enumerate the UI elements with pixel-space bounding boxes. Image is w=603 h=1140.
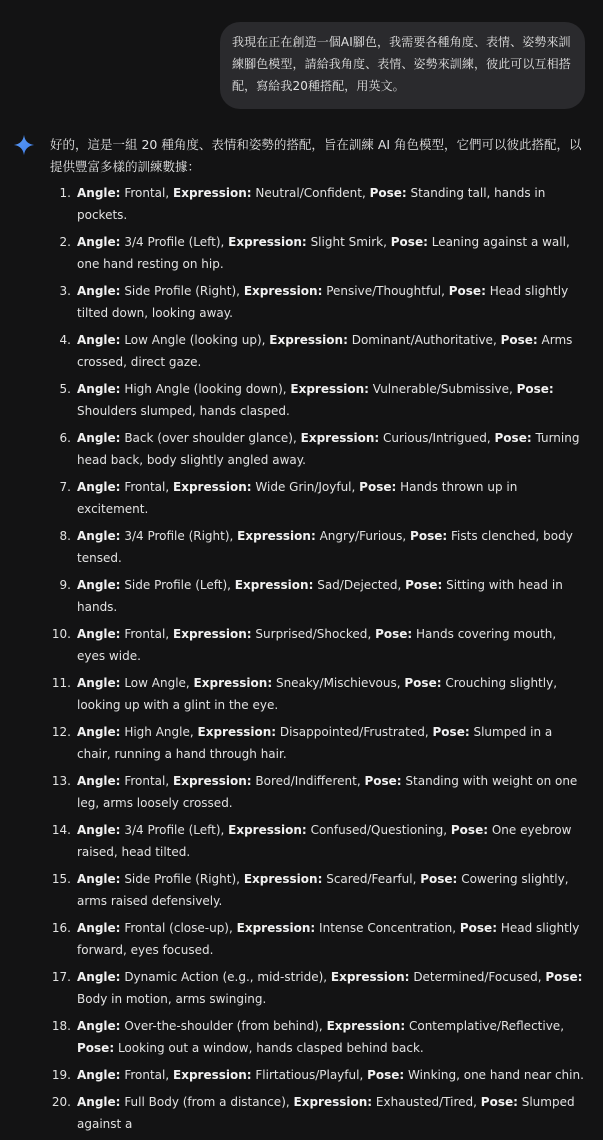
list-item-number: 1. bbox=[59, 186, 71, 200]
angle-value: Frontal bbox=[124, 186, 166, 200]
list-item: 5. Angle: High Angle (looking down), Expression: Vulnerable/Submissive, Pose: Shoulders slumped, hands clasped. bbox=[48, 378, 588, 422]
list-item-number: 18. bbox=[51, 1019, 71, 1033]
expression-value: Disappointed/Frustrated bbox=[279, 725, 425, 739]
list-item: 9. Angle: Side Profile (Left), Expression: Sad/Dejected, Pose: Sitting with head in hands. bbox=[48, 574, 588, 618]
expression-label: Expression: bbox=[243, 872, 323, 886]
angle-label: Angle: bbox=[77, 725, 121, 739]
list-item: 8. Angle: 3/4 Profile (Right), Expression: Angry/Furious, Pose: Fists clenched, body tensed. bbox=[48, 525, 588, 569]
expression-label: Expression: bbox=[228, 235, 307, 249]
expression-label: Expression: bbox=[234, 578, 314, 592]
expression-label: Expression: bbox=[173, 774, 252, 788]
angle-label: Angle: bbox=[77, 382, 121, 396]
expression-label: Expression: bbox=[290, 382, 369, 396]
expression-label: Expression: bbox=[173, 627, 252, 641]
expression-value: Wide Grin/Joyful bbox=[255, 480, 352, 494]
list-item-number: 20. bbox=[51, 1095, 71, 1109]
pose-value: Head slightly tilted down, looking away. bbox=[77, 284, 569, 320]
pose-value: Standing tall, hands in pockets. bbox=[77, 186, 546, 222]
expression-value: Confused/Questioning bbox=[310, 823, 444, 837]
angle-label: Angle: bbox=[77, 627, 121, 641]
expression-value: Exhausted/Tired bbox=[375, 1095, 474, 1109]
list-item-number: 11. bbox=[51, 676, 71, 690]
list-item-number: 10. bbox=[51, 627, 71, 641]
angle-label: Angle: bbox=[77, 676, 121, 690]
angle-label: Angle: bbox=[77, 774, 121, 788]
pose-label: Pose: bbox=[432, 725, 470, 739]
angle-value: Frontal bbox=[124, 480, 166, 494]
angle-value: Frontal bbox=[124, 627, 166, 641]
pose-label: Pose: bbox=[364, 774, 402, 788]
pose-label: Pose: bbox=[77, 1041, 115, 1055]
pose-label: Pose: bbox=[448, 284, 486, 298]
expression-value: Pensive/Thoughtful bbox=[326, 284, 442, 298]
list-item: 17. Angle: Dynamic Action (e.g., mid-stride), Expression: Determined/Focused, Pose: Body in motion, arms swinging. bbox=[48, 966, 588, 1010]
pose-value: Slumped against a bbox=[77, 1095, 575, 1131]
angle-value: 3/4 Profile (Right) bbox=[124, 529, 230, 543]
angle-label: Angle: bbox=[77, 529, 121, 543]
angle-label: Angle: bbox=[77, 431, 121, 445]
expression-label: Expression: bbox=[326, 1019, 406, 1033]
pose-label: Pose: bbox=[404, 676, 442, 690]
angle-value: 3/4 Profile (Left) bbox=[124, 235, 221, 249]
angle-label: Angle: bbox=[77, 1068, 121, 1082]
list-item: 3. Angle: Side Profile (Right), Expression: Pensive/Thoughtful, Pose: Head slightly tilted down, looking away. bbox=[48, 280, 588, 324]
list-item: 7. Angle: Frontal, Expression: Wide Grin/Joyful, Pose: Hands thrown up in excitement. bbox=[48, 476, 588, 520]
angle-label: Angle: bbox=[77, 1095, 121, 1109]
pose-value: Head slightly forward, eyes focused. bbox=[77, 921, 580, 957]
angle-value: Low Angle bbox=[124, 676, 186, 690]
expression-value: Dominant/Authoritative bbox=[351, 333, 493, 347]
list-item: 11. Angle: Low Angle, Expression: Sneaky/Mischievous, Pose: Crouching slightly, looking up with a glint in the eye. bbox=[48, 672, 588, 716]
user-message-bubble bbox=[220, 22, 585, 109]
pose-label: Pose: bbox=[480, 1095, 518, 1109]
pose-label: Pose: bbox=[410, 529, 448, 543]
expression-label: Expression: bbox=[173, 1068, 252, 1082]
expression-value: Intense Concentration bbox=[319, 921, 453, 935]
pose-label: Pose: bbox=[494, 431, 532, 445]
angle-value: Back (over shoulder glance) bbox=[124, 431, 293, 445]
pose-label: Pose: bbox=[405, 578, 443, 592]
expression-value: Contemplative/Reflective bbox=[408, 1019, 561, 1033]
angle-value: 3/4 Profile (Left) bbox=[124, 823, 221, 837]
expression-value: Slight Smirk bbox=[310, 235, 384, 249]
expression-value: Curious/Intrigued bbox=[383, 431, 487, 445]
expression-label: Expression: bbox=[193, 676, 273, 690]
user-message-text: 我現在正在創造一個AI腳色，我需要各種角度、表情、姿勢來訓練腳色模型，請給我角度、表情、姿勢來訓練，彼此可以互相搭配，寫給我20種搭配，用英文。 bbox=[232, 35, 571, 93]
pose-value: Hands covering mouth, eyes wide. bbox=[77, 627, 557, 663]
angle-value: Frontal bbox=[124, 1068, 166, 1082]
angle-label: Angle: bbox=[77, 480, 121, 494]
list-item: 4. Angle: Low Angle (looking up), Expression: Dominant/Authoritative, Pose: Arms crossed, direct gaze. bbox=[48, 329, 588, 373]
list-item: 12. Angle: High Angle, Expression: Disappointed/Frustrated, Pose: Slumped in a chair, running a hand through hair. bbox=[48, 721, 588, 765]
expression-label: Expression: bbox=[228, 823, 307, 837]
angle-value: Side Profile (Right) bbox=[124, 284, 237, 298]
list-item-number: 2. bbox=[59, 235, 71, 249]
list-item: 18. Angle: Over-the-shoulder (from behind), Expression: Contemplative/Reflective, Pose: Looking out a window, hands clasped behind back. bbox=[48, 1015, 588, 1059]
angle-label: Angle: bbox=[77, 872, 121, 886]
list-item-number: 3. bbox=[59, 284, 71, 298]
pose-value: Looking out a window, hands clasped behind back. bbox=[117, 1041, 424, 1055]
expression-label: Expression: bbox=[330, 970, 410, 984]
pose-value: Leaning against a wall, one hand resting on hip. bbox=[77, 235, 570, 271]
pose-label: Pose: bbox=[516, 382, 554, 396]
list-item: 15. Angle: Side Profile (Right), Expression: Scared/Fearful, Pose: Cowering slightly, arms raised defensively. bbox=[48, 868, 588, 912]
angle-label: Angle: bbox=[77, 235, 121, 249]
list-item-number: 15. bbox=[51, 872, 71, 886]
pose-label: Pose: bbox=[375, 627, 413, 641]
pose-label: Pose: bbox=[450, 823, 489, 837]
expression-label: Expression: bbox=[300, 431, 380, 445]
list-item-number: 6. bbox=[59, 431, 71, 445]
list-item-number: 12. bbox=[51, 725, 71, 739]
response-intro: 好的，這是一組 20 種角度、表情和姿勢的搭配，旨在訓練 AI 角色模型，它們可以彼此搭配，以提供豐富多樣的訓練數據： bbox=[50, 137, 582, 174]
angle-value: Frontal (close-up) bbox=[124, 921, 229, 935]
angle-label: Angle: bbox=[77, 284, 121, 298]
pose-value: Fists clenched, body tensed. bbox=[77, 529, 573, 565]
pose-label: Pose: bbox=[459, 921, 497, 935]
expression-value: Scared/Fearful bbox=[326, 872, 413, 886]
list-item-number: 13. bbox=[51, 774, 71, 788]
angle-value: Side Profile (Left) bbox=[124, 578, 228, 592]
expression-label: Expression: bbox=[293, 1095, 373, 1109]
expression-value: Determined/Focused bbox=[413, 970, 538, 984]
expression-value: Vulnerable/Submissive bbox=[372, 382, 509, 396]
angle-label: Angle: bbox=[77, 578, 121, 592]
expression-label: Expression: bbox=[237, 529, 316, 543]
list-item: 19. Angle: Frontal, Expression: Flirtatious/Playful, Pose: Winking, one hand near chin. bbox=[48, 1064, 588, 1086]
pose-label: Pose: bbox=[545, 970, 583, 984]
pose-value: Cowering slightly, arms raised defensively. bbox=[77, 872, 569, 908]
list-item: 6. Angle: Back (over shoulder glance), Expression: Curious/Intrigued, Pose: Turning head back, body slightly angled away. bbox=[48, 427, 588, 471]
angle-label: Angle: bbox=[77, 921, 121, 935]
list-item: 1. Angle: Frontal, Expression: Neutral/Confident, Pose: Standing tall, hands in pockets. bbox=[48, 182, 588, 226]
pose-label: Pose: bbox=[359, 480, 397, 494]
angle-label: Angle: bbox=[77, 333, 121, 347]
list-item-number: 17. bbox=[51, 970, 71, 984]
angle-value: Frontal bbox=[124, 774, 166, 788]
list-item-number: 14. bbox=[51, 823, 71, 837]
pose-label: Pose: bbox=[420, 872, 458, 886]
angle-label: Angle: bbox=[77, 970, 121, 984]
expression-value: Bored/Indifferent bbox=[255, 774, 357, 788]
pose-value: Slumped in a chair, running a hand through hair. bbox=[77, 725, 553, 761]
expression-label: Expression: bbox=[236, 921, 316, 935]
angle-value: Over-the-shoulder (from behind) bbox=[124, 1019, 319, 1033]
list-item: 2. Angle: 3/4 Profile (Left), Expression: Slight Smirk, Pose: Leaning against a wall, one hand resting on hip. bbox=[48, 231, 588, 275]
expression-value: Neutral/Confident bbox=[255, 186, 362, 200]
pose-label: Pose: bbox=[390, 235, 428, 249]
list-item-number: 9. bbox=[59, 578, 71, 592]
list-item-number: 16. bbox=[51, 921, 71, 935]
list-item-number: 8. bbox=[59, 529, 71, 543]
pose-value: Arms crossed, direct gaze. bbox=[77, 333, 573, 369]
pose-label: Pose: bbox=[369, 186, 407, 200]
pose-value: Winking, one hand near chin. bbox=[408, 1068, 584, 1082]
expression-value: Surprised/Shocked bbox=[255, 627, 368, 641]
pose-value: Crouching slightly, looking up with a glint in the eye. bbox=[77, 676, 558, 712]
pose-value: Turning head back, body slightly angled away. bbox=[77, 431, 580, 467]
list-item-number: 7. bbox=[59, 480, 71, 494]
expression-value: Sad/Dejected bbox=[317, 578, 398, 592]
pose-label: Pose: bbox=[500, 333, 538, 347]
expression-value: Sneaky/Mischievous bbox=[275, 676, 397, 690]
angle-value: Side Profile (Right) bbox=[124, 872, 237, 886]
pose-value: Sitting with head in hands. bbox=[77, 578, 563, 614]
angle-value: High Angle bbox=[124, 725, 190, 739]
angle-value: Full Body (from a distance) bbox=[124, 1095, 286, 1109]
pose-value: Hands thrown up in excitement. bbox=[77, 480, 518, 516]
angle-label: Angle: bbox=[77, 823, 121, 837]
list-item-number: 19. bbox=[51, 1068, 71, 1082]
list-item-number: 5. bbox=[59, 382, 71, 396]
angle-value: Dynamic Action (e.g., mid-stride) bbox=[124, 970, 324, 984]
expression-value: Angry/Furious bbox=[319, 529, 403, 543]
expression-label: Expression: bbox=[243, 284, 323, 298]
angle-value: High Angle (looking down) bbox=[124, 382, 283, 396]
list-item: 16. Angle: Frontal (close-up), Expression: Intense Concentration, Pose: Head slightly forward, eyes focused. bbox=[48, 917, 588, 961]
angle-label: Angle: bbox=[77, 1019, 121, 1033]
angle-value: Low Angle (looking up) bbox=[124, 333, 262, 347]
list-item: 14. Angle: 3/4 Profile (Left), Expression: Confused/Questioning, Pose: One eyebrow raised, head tilted. bbox=[48, 819, 588, 863]
pose-value: Shoulders slumped, hands clasped. bbox=[77, 404, 290, 418]
gemini-sparkle-icon bbox=[13, 134, 35, 156]
list-item-number: 4. bbox=[59, 333, 71, 347]
angle-label: Angle: bbox=[77, 186, 121, 200]
pose-value: One eyebrow raised, head tilted. bbox=[77, 823, 572, 859]
expression-label: Expression: bbox=[269, 333, 348, 347]
pose-value: Standing with weight on one leg, arms loosely crossed. bbox=[77, 774, 578, 810]
pose-value: Body in motion, arms swinging. bbox=[77, 992, 267, 1006]
list-item: 13. Angle: Frontal, Expression: Bored/Indifferent, Pose: Standing with weight on one leg, arms loosely crossed. bbox=[48, 770, 588, 814]
expression-label: Expression: bbox=[173, 186, 252, 200]
expression-label: Expression: bbox=[173, 480, 252, 494]
list-item: 10. Angle: Frontal, Expression: Surprised/Shocked, Pose: Hands covering mouth, eyes wide. bbox=[48, 623, 588, 667]
list-item: 20. Angle: Full Body (from a distance), Expression: Exhausted/Tired, Pose: Slumped against a bbox=[48, 1091, 588, 1135]
pose-label: Pose: bbox=[367, 1068, 405, 1082]
expression-value: Flirtatious/Playful bbox=[255, 1068, 360, 1082]
assistant-response bbox=[48, 134, 588, 1140]
expression-label: Expression: bbox=[197, 725, 277, 739]
combination-list bbox=[48, 182, 588, 1135]
